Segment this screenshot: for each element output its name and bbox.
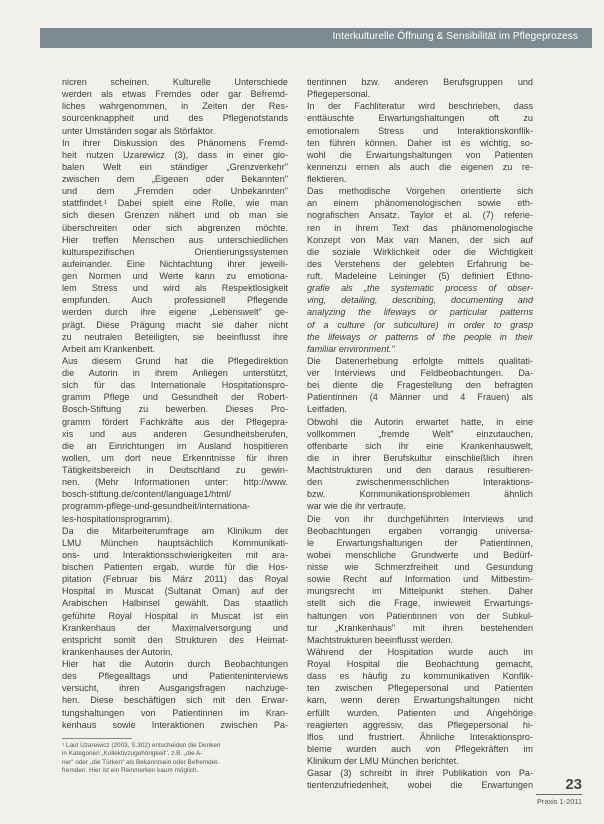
text-line: Machtstrukturen beeinflusst werden.: [307, 634, 454, 645]
footnote-line: ¹ Laut Uzarewicz (2003, S.302) entscheiden die Denken: [62, 742, 221, 749]
footnote-line: ner" oder „die Türken" als Bekanntsein oder Befremdet-: [62, 758, 220, 766]
text-line: war wie die ihr vertraute.: [307, 501, 407, 512]
text-line: programm-pflege-und-gesundheit/internationa-: [62, 501, 251, 512]
text-line: Beobachtungen ergaben vorrangig universa-: [307, 525, 533, 536]
text-line: Da die Mitarbeiterumfrage am Klinikum der: [62, 525, 288, 536]
text-line: überschreiten oder sich abgrenzen möchte.: [62, 222, 288, 233]
text-line: tur „Krankenhaus" mit ihren bestehenden: [307, 622, 533, 633]
text-line: reagierten aggressiv, das Pflegepersonal hi-: [307, 719, 533, 730]
text-line: lem Stress und wird als Respektlosigkeit: [62, 283, 288, 294]
text-line: Die von ihr durchgeführten Interviews und: [307, 513, 533, 524]
text-line: Gasar (3) schreibt in ihrer Publikation von Pa-: [307, 768, 533, 779]
text-line: sourcenknappheit und des Pflegenotstands: [62, 113, 288, 124]
text-line: aufeinander. Eine Nichtachtung ihrer jeweili-: [62, 258, 288, 269]
text-line: sowie Recht auf Information und Mitbestim-: [307, 574, 533, 585]
text-line: empfunden. Auch professionell Pflegende: [62, 295, 288, 306]
text-line: Arbeit am Krankenbett.: [62, 343, 156, 354]
left-text-column: [62, 76, 288, 731]
text-line: sich für das Internationale Hospitationspro-: [62, 380, 288, 391]
text-line: nografischen Ansatz. Taylor et al. (7) referie-: [307, 210, 533, 221]
text-line: Hospital in Muscat (Sultanat Oman) auf der: [62, 586, 288, 597]
text-line: ten zwischen Pflegepersonal und Patienten: [307, 683, 533, 694]
text-line: nisse wie Schmerzfreiheit und Gesundung: [307, 562, 533, 572]
text-line: Hier hat die Autorin durch Beobachtungen: [62, 659, 288, 669]
text-line: die an Einrichtungen im Ausland hospitieren: [62, 440, 288, 451]
journal-issue: Praxis 1-2011: [536, 797, 582, 806]
text-line: unter Umständen sogar als Störfaktor.: [62, 125, 216, 136]
text-line: wollen, um dort neue Erkenntnisse für ihren: [62, 452, 288, 463]
text-line: erfüllt wurden. Patienten und Angehörige: [307, 707, 533, 718]
text-line: In der Fachliteratur wird beschrieben, dass: [307, 101, 533, 112]
text-line: wohl die Erwartungshaltungen von Patienten: [307, 149, 533, 160]
text-line: les-hospitationsprogramm).: [62, 513, 173, 524]
text-line: Bosch-Stiftung zu bewerben. Dieses Pro-: [62, 404, 288, 415]
text-line: mungsrecht im Mittelpunkt stehen. Daher: [307, 586, 533, 597]
text-line: ving, detailing, describing, documenting and: [307, 295, 533, 306]
text-line: sich diesen Grenzen nähert und ob man sie: [62, 210, 288, 221]
text-line: flektieren.: [307, 174, 347, 184]
text-line: die in ihrer Berufskultur einschließlich ihren: [307, 452, 533, 463]
text-line: hen. Diese beschäftigen sich mit den Erwar-: [62, 695, 288, 706]
text-line: emotionalem Stress und Interaktionskonflik-: [307, 125, 533, 136]
text-line: Das methodische Vorgehen orientierte sich: [307, 186, 533, 197]
text-line: kam, wenn deren Erwartungshaltungen nicht: [307, 695, 533, 706]
text-line: geführte Royal Hospital in Muscat ist ein: [62, 610, 288, 621]
text-line: Tätigkeitsbereich in Deutschland zu gewin-: [62, 465, 288, 475]
text-line: Pflegepersonal.: [307, 89, 371, 100]
header-bar: [40, 28, 592, 48]
text-line: an einem phänomenologischen sowie eth-: [307, 198, 533, 209]
text-line: die Autorin in ihrem Anliegen unterstützt,: [62, 368, 288, 378]
text-line: werden als etwas Fremdes oder gar Befremd-: [62, 89, 288, 100]
text-line: tientinnen bzw. anderen Berufsgruppen und: [307, 77, 533, 87]
footnotes: [62, 742, 288, 776]
page-number-rule: [536, 794, 582, 795]
text-line: die soziale Wirklichkeit oder die Wichtigkeit: [307, 246, 533, 257]
text-line: vollkommen „fremde Welt" einzutauchen,: [307, 428, 533, 439]
text-line: Machtstrukturen und den daraus resultieren-: [307, 465, 533, 475]
text-line: gen Normen und Werte kann zu emotiona-: [62, 271, 288, 281]
text-line: ten führen können. Daher ist es wichtig, so-: [307, 137, 533, 148]
text-line: Arabischen Halbinsel gewählt. Das staatlich: [62, 598, 288, 609]
text-line: und dem „Fremden oder Unbekannten": [62, 186, 288, 197]
text-line: wobei menschliche Grundwerte und Bedürf-: [307, 549, 533, 560]
text-line: LMU München hauptsächlich Kommunikati-: [62, 537, 288, 548]
text-line: entspricht somit den Strukturen des Heimat-: [62, 634, 288, 645]
text-line: stattfindet.¹ Dabei spielt eine Rolle, wie man: [62, 198, 288, 209]
footnote-line: fremden. Hier ist ein Reinmerken kaum möglich.: [62, 767, 199, 775]
text-line: krankenhauses der Autorin.: [62, 646, 173, 657]
text-line: liches wahrgenommen, in Zeiten der Res-: [62, 101, 288, 112]
text-line: Patientinnen (4 Männer und 4 Frauen) als: [307, 392, 533, 403]
text-line: ons- und Interaktionsschwierigkeiten mit ara-: [62, 549, 288, 560]
text-line: ruft. Madeleine Leininger (5) definiert Ethno-: [307, 271, 533, 281]
text-line: versucht, ihren Ausgangsfragen nachzuge-: [62, 683, 288, 694]
text-line: le Erwartungshaltungen der Patientinnen,: [307, 537, 533, 548]
text-line: bosch-stiftung.de/content/language1/html/: [62, 489, 231, 500]
text-line: balen Welt ein ständiger „Grenzverkehr": [62, 161, 288, 172]
text-line: dass es häufig zu kommunikativen Konflik-: [307, 671, 533, 682]
text-line: Leitfaden.: [307, 404, 347, 415]
text-line: Konzept von Max van Manen, der sich auf: [307, 234, 533, 245]
text-line: bischen Patienten ergab, wurde für die Hos-: [62, 562, 288, 572]
text-line: ren in ihrem Text das phänomenologische: [307, 222, 533, 233]
text-line: Obwohl die Autorin erwartet hatte, in eine: [307, 416, 533, 427]
text-line: haltungen von Patientinnen von der Subkul-: [307, 610, 533, 621]
text-line: prägt. Diese Prägung macht sie daher nicht: [62, 319, 288, 330]
footnote-divider: [62, 738, 132, 739]
text-line: gramm fördert Fachkräfte aus der Pflegepra-: [62, 416, 288, 427]
text-line: nen. (Mehr Informationen unter: http://www.: [62, 477, 288, 488]
text-line: tientenzufriedenheit, wobei die Erwartungen: [307, 780, 533, 791]
text-line: Hier treffen Menschen aus unterschiedlichen: [62, 234, 288, 245]
text-line: bei diente die Fragestellung den befragten: [307, 380, 533, 391]
text-line: enttäuschte Erwartungshaltungen oft zu: [307, 113, 533, 124]
text-line: gramm Pflege und Gesundheit der Robert-: [62, 392, 288, 403]
text-line: des Verstehens der gelebten Erfahrung be-: [307, 258, 533, 269]
text-line: heit nutzen Uzarewicz (3), dass in einer glo-: [62, 149, 288, 160]
text-line: bleme wurden auch von Pflegekräften im: [307, 743, 533, 754]
text-line: offenbarte sich ihr eine Krankenhauswelt,: [307, 440, 533, 451]
text-line: des Pflegealltags und Patienteninterviews: [62, 671, 288, 682]
text-line: den zwischenmenschlichen Interaktions-: [307, 477, 533, 488]
text-line: the lifeways or patterns of the people in their: [307, 331, 533, 342]
text-line: Während der Hospitation wurde auch im: [307, 646, 533, 657]
right-text-column: [307, 76, 533, 791]
text-line: tungshaltungen von Patientinnen im Kran-: [62, 707, 288, 718]
text-line: zwischen dem „Eigenen oder Bekannten": [62, 174, 288, 184]
footnote-line: in Kategorien „Kollektivzugehörigkeit", z.B. „die A-: [62, 750, 203, 758]
text-line: Die Datenerhebung erfolgte mittels qualitati-: [307, 355, 533, 366]
text-line: grafie als „the systematic process of obser-: [307, 283, 533, 294]
text-line: kulturspezifischen Orientierungssystemen: [62, 246, 288, 257]
text-line: bzw. Kommunikationsproblemen ähnlich: [307, 489, 533, 500]
page-number: 23: [565, 776, 582, 793]
running-header-title: Interkulturelle Öffnung & Sensibilität im Pflegeprozess: [332, 31, 578, 42]
text-line: lflos und frustriert. Ähnliche Interaktionspro-: [307, 731, 533, 742]
text-line: In ihrer Diskussion des Phänomens Fremd-: [62, 137, 288, 148]
text-line: stellt sich die Frage, inwieweit Erwartungs-: [307, 598, 533, 609]
text-line: zu neutralen Beteiligten, sie beeinflusst ihre: [62, 331, 288, 342]
text-line: kenhaus sowie Interaktionen zwischen Pa-: [62, 719, 288, 730]
text-line: xis und aus anderen Gesundheitsberufen,: [62, 428, 288, 439]
text-line: ver Interviews und Feldbeobachtungen. Da-: [307, 368, 533, 378]
text-line: Royal Hospital die Beobachtung gemacht,: [307, 659, 533, 669]
text-line: of a culture (or subculture) in order to grasp: [307, 319, 533, 330]
text-line: familiar environment.": [307, 343, 395, 354]
text-line: kennenzu ernen als auch die eigenen zu re-: [307, 161, 533, 172]
text-line: nicren scheinen. Kulturelle Unterschiede: [62, 77, 288, 87]
text-line: Krankenhaus der Maximalversorgung und: [62, 622, 288, 633]
text-line: pitation (Februar bis März 2011) das Royal: [62, 574, 288, 585]
text-line: analyzing the lifeways or particular patterns: [307, 307, 533, 318]
text-line: werden durch ihre eigene „Lebenswelt" ge-: [62, 307, 288, 318]
text-line: Klinikum der LMU München berichtet.: [307, 756, 459, 766]
text-line: Aus diesem Grund hat die Pflegedirektion: [62, 355, 288, 366]
